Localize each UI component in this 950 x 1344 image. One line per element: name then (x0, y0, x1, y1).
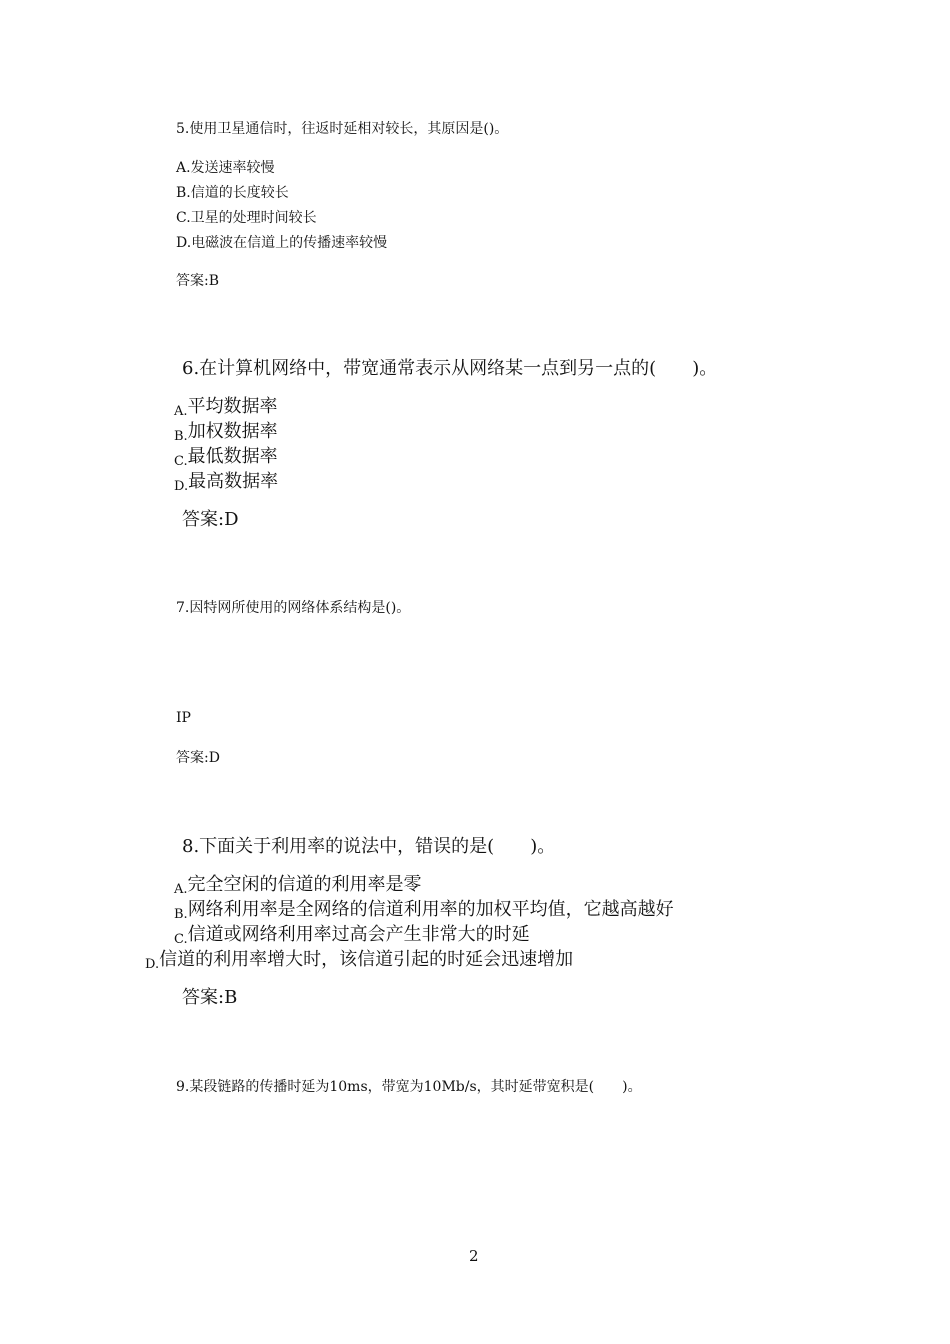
q6-answer: 答案:D (182, 509, 239, 530)
q5-answer: 答案:B (176, 273, 220, 289)
q6-option-b: B.加权数据率 (174, 421, 278, 444)
q7-question: 7.因特网所使用的网络体系结构是()。 (176, 600, 411, 616)
q6-option-a: A.平均数据率 (174, 396, 278, 419)
q5-question: 5.使用卫星通信时，往返时延相对较长，其原因是()。 (176, 121, 509, 137)
q5-option-c: C.卫星的处理时间较长 (176, 210, 317, 226)
q5-option-b: B.信道的长度较长 (176, 185, 289, 201)
q9-question: 9.某段链路的传播时延为10ms，带宽为10Mb/s，其时延带宽积是( )。 (176, 1079, 642, 1095)
q7-fragment: IP (176, 710, 191, 726)
q8-option-c: C.信道或网络利用率过高会产生非常大的时延 (174, 924, 530, 947)
q8-question: 8.下面关于利用率的说法中，错误的是( )。 (182, 836, 556, 857)
page-number: 2 (469, 1247, 479, 1265)
q6-question: 6.在计算机网络中，带宽通常表示从网络某一点到另一点的( )。 (182, 358, 718, 379)
q8-option-d: D.信道的利用率增大时，该信道引起的时延会迅速增加 (145, 949, 574, 972)
q6-option-d: D.最高数据率 (174, 471, 279, 494)
q8-answer: 答案:B (182, 987, 238, 1008)
q6-option-c: C.最低数据率 (174, 446, 278, 469)
q8-option-a: A.完全空闲的信道的利用率是零 (174, 874, 422, 897)
q5-option-d: D.电磁波在信道上的传播速率较慢 (176, 235, 388, 251)
q5-option-a: A.发送速率较慢 (176, 160, 275, 176)
q7-answer: 答案:D (176, 750, 220, 766)
q8-option-b: B.网络利用率是全网络的信道利用率的加权平均值，它越高越好 (174, 899, 674, 922)
